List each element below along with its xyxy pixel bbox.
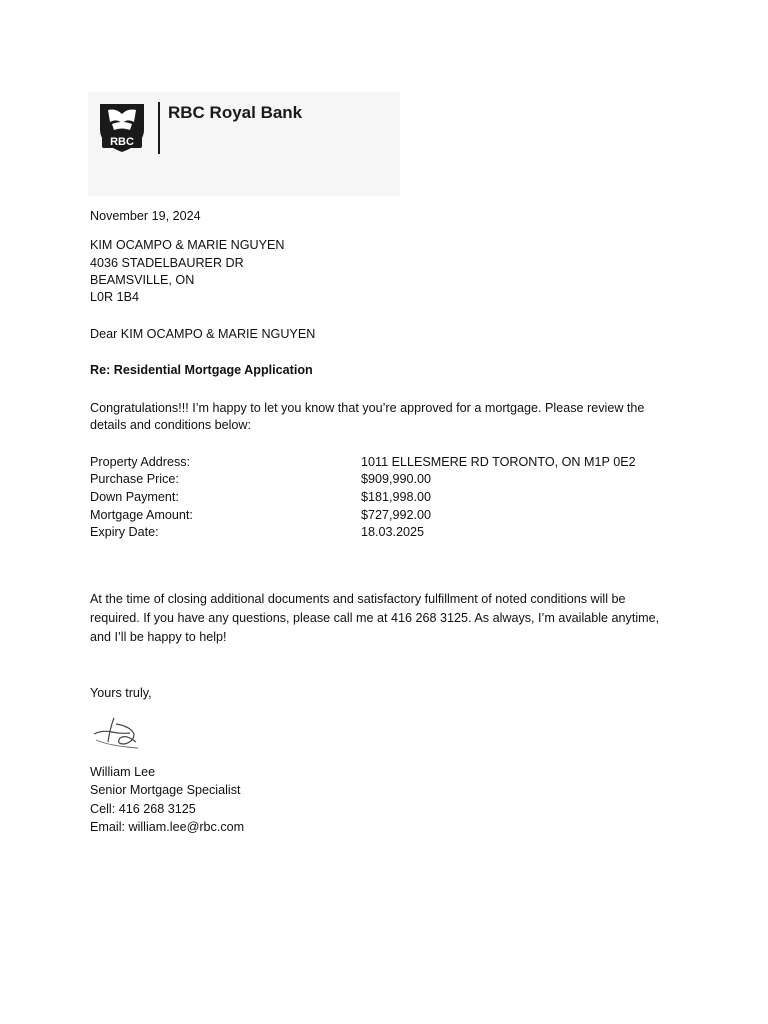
detail-label: Property Address: — [90, 455, 191, 469]
recipient-names: KIM OCAMPO & MARIE NGUYEN — [90, 238, 285, 252]
detail-value: $181,998.00 — [361, 490, 432, 504]
detail-value: 1011 ELLESMERE RD TORONTO, ON M1P 0E2 — [361, 455, 636, 469]
detail-label: Down Payment: — [90, 490, 179, 504]
sender-email: Email: william.lee@rbc.com — [90, 820, 245, 834]
intro-paragraph: Congratulations!!! I’m happy to let you know that you’re approved for a mortgage. Please review the details and conditions below: — [90, 401, 645, 433]
recipient-street: 4036 STADELBAURER DR — [90, 256, 244, 270]
detail-value: $909,990.00 — [361, 472, 432, 486]
closing-paragraph: At the time of closing additional documents and satisfactory fulfillment of noted conditions will be required. If you have any questions, please call me at 416 268 3125. As always, I’m available anytime, and I’ll be happy to help! — [90, 592, 660, 644]
letterhead-logo — [88, 92, 400, 196]
handwritten-signature — [90, 712, 146, 754]
recipient-postal: L0R 1B4 — [90, 290, 140, 304]
sender-title: Senior Mortgage Specialist — [90, 783, 241, 797]
salutation: Dear KIM OCAMPO & MARIE NGUYEN — [90, 327, 316, 341]
detail-label: Mortgage Amount: — [90, 508, 193, 522]
emblem-text: RBC — [110, 136, 134, 148]
detail-value: 18.03.2025 — [361, 525, 425, 539]
rbc-lion-shield-icon — [96, 100, 148, 156]
bank-name: RBC Royal Bank — [168, 103, 303, 122]
logo-divider — [158, 102, 160, 154]
subject-line: Re: Residential Mortgage Application — [90, 363, 313, 377]
detail-value: $727,992.00 — [361, 508, 432, 522]
detail-label: Expiry Date: — [90, 525, 159, 539]
sender-cell: Cell: 416 268 3125 — [90, 802, 196, 816]
sign-off: Yours truly, — [90, 686, 152, 700]
sender-name: William Lee — [90, 765, 156, 779]
detail-label: Purchase Price: — [90, 472, 179, 486]
recipient-city: BEAMSVILLE, ON — [90, 273, 195, 287]
letter-date: November 19, 2024 — [90, 209, 201, 223]
